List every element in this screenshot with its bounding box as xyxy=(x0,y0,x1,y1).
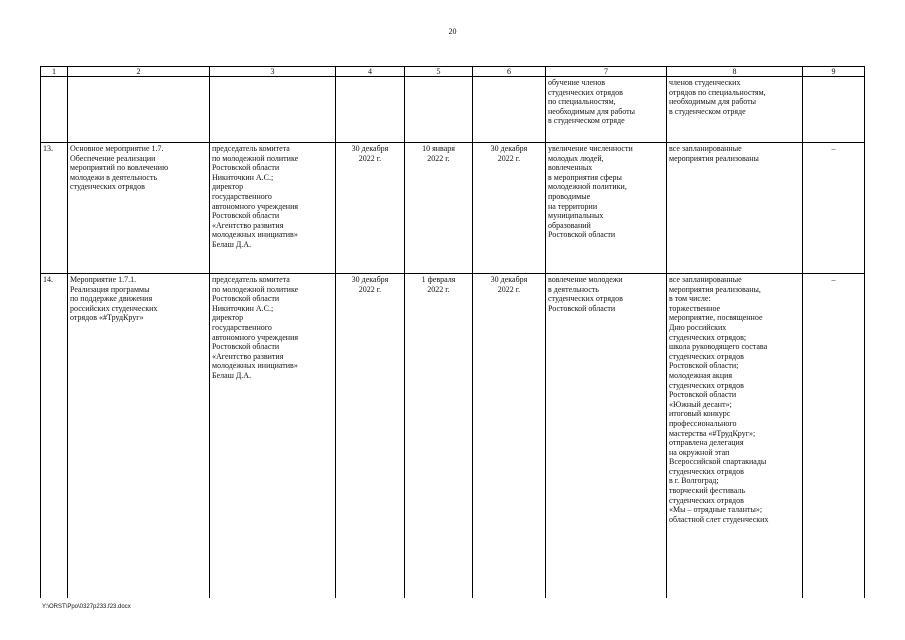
actual-result-line: областной слет студенческих xyxy=(669,514,769,524)
planned-result-line: вовлечение молодежи xyxy=(548,275,623,284)
row-number-cell xyxy=(41,77,68,143)
planned-date-line: 30 декабря xyxy=(351,275,389,284)
responsible-executor-cell xyxy=(210,274,336,598)
planned-result-line: в студенческом отряде xyxy=(548,116,625,126)
planned-result-line: по специальностям, xyxy=(548,97,616,107)
planned-date-cell xyxy=(336,77,405,143)
actual-result-line: все запланированные xyxy=(669,275,742,284)
responsible-executor-line: «Агентство развития xyxy=(212,220,284,230)
end-date-cell xyxy=(473,77,546,143)
start-date-line: 2022 г. xyxy=(427,284,450,294)
actual-result-line: студенческих отрядов; xyxy=(669,332,747,342)
responsible-executor-line: государственного xyxy=(212,322,272,332)
planned-result-line: в деятельность xyxy=(548,284,599,294)
end-date-line: 30 декабря xyxy=(490,275,528,284)
table-row xyxy=(41,77,865,143)
column-number: 6 xyxy=(473,67,546,77)
responsible-executor-line: по молодежной политике xyxy=(212,284,299,294)
notes-cell xyxy=(803,77,865,143)
responsible-executor-line: автономного учреждения xyxy=(212,201,299,211)
responsible-executor-line: Белаш Д.А. xyxy=(212,239,252,249)
column-number: 1 xyxy=(41,67,68,77)
actual-result-line: отрядов по специальностям, xyxy=(669,87,766,97)
actual-result-line: профессионального xyxy=(669,418,737,428)
actual-result-line: необходимым для работы xyxy=(669,97,757,107)
measure-name-line: Мероприятие 1.7.1. xyxy=(70,275,137,284)
measure-name-line: мероприятий по вовлечению xyxy=(70,163,169,173)
planned-result-line: увеличение численности xyxy=(548,144,633,153)
actual-result-line: школа руководящего состава xyxy=(669,342,768,352)
actual-result-cell xyxy=(667,274,803,598)
responsible-executor-line: Никиточкин А.С.; xyxy=(212,172,274,182)
responsible-executor-line: автономного учреждения xyxy=(212,332,299,342)
actual-result-line: членов студенческих xyxy=(669,78,741,87)
column-number: 2 xyxy=(68,67,210,77)
row-number-cell: 13. xyxy=(41,143,68,274)
responsible-executor-line: Ростовской области xyxy=(212,342,280,352)
actual-result-line: мероприятия реализованы, xyxy=(669,284,761,294)
actual-result-line: торжественное xyxy=(669,303,721,313)
start-date-line: 1 февраля xyxy=(421,275,456,284)
actual-result-line: студенческих отрядов xyxy=(669,466,744,476)
measure-name-line: по поддержке движения xyxy=(70,294,153,304)
end-date-cell xyxy=(473,274,546,598)
actual-result-line: Ростовской области xyxy=(669,390,737,400)
planned-date-line: 2022 г. xyxy=(358,153,382,163)
end-date-line: 2022 г. xyxy=(497,284,521,294)
file-path-footer: Y:\ORST\Ppo\0327p233.f23.docx xyxy=(42,604,131,610)
actual-result-line: на окружной этап xyxy=(669,447,730,457)
actual-result-line: в студенческом отряде xyxy=(669,106,746,116)
column-number: 5 xyxy=(405,67,473,77)
end-date-line: 30 декабря xyxy=(490,144,528,153)
planned-result-line: на территории xyxy=(548,201,598,211)
measure-name-cell xyxy=(68,274,210,598)
start-date-cell xyxy=(405,143,473,274)
end-date-line: 2022 г. xyxy=(497,153,521,163)
planned-result-line: вовлеченных xyxy=(548,163,593,173)
actual-result-line: отправлена делегация xyxy=(669,438,744,448)
start-date-cell xyxy=(405,274,473,598)
planned-result-line: молодых людей, xyxy=(548,153,604,163)
responsible-executor-line: государственного xyxy=(212,191,272,201)
responsible-executor-line: Ростовской области xyxy=(212,211,280,221)
planned-result-line: Ростовской области xyxy=(548,230,616,240)
start-date-line: 2022 г. xyxy=(427,153,450,163)
actual-result-line: Ростовской области; xyxy=(669,361,739,371)
actual-result-line: в том числе: xyxy=(669,294,711,304)
actual-result-line: в г. Волгоград; xyxy=(669,476,719,486)
planned-result-line: необходимым для работы xyxy=(548,106,636,116)
responsible-executor-line: молодежных инициатив» xyxy=(212,230,298,240)
row-number-cell: 14. xyxy=(41,274,68,598)
measure-name-line: российских студенческих xyxy=(70,303,158,313)
planned-date-cell xyxy=(336,274,405,598)
planned-result-cell xyxy=(546,143,667,274)
actual-result-line: молодежная акция xyxy=(669,370,733,380)
responsible-executor-line: директор xyxy=(212,313,244,323)
measure-name-line: студенческих отрядов xyxy=(70,182,145,192)
planned-date-line: 30 декабря xyxy=(351,144,389,153)
responsible-executor-line: председатель комитета xyxy=(212,144,290,153)
column-number: 4 xyxy=(336,67,405,77)
measure-name-line: Реализация программы xyxy=(70,284,150,294)
planned-result-line: проводимые xyxy=(548,191,591,201)
planned-result-cell xyxy=(546,77,667,143)
table-body xyxy=(41,67,865,598)
measure-name-line: Обеспечение реализации xyxy=(70,153,156,163)
report-table xyxy=(40,66,865,598)
notes-cell: – xyxy=(803,143,865,274)
column-number: 7 xyxy=(546,67,667,77)
measure-name-cell xyxy=(68,77,210,143)
notes-cell: – xyxy=(803,274,865,598)
planned-result-line: обучение членов xyxy=(548,78,606,87)
planned-result-line: образований xyxy=(548,220,591,230)
responsible-executor-line: председатель комитета xyxy=(212,275,290,284)
planned-result-line: муниципальных xyxy=(548,211,604,221)
actual-result-line: мастерства «#ТрудКруг»; xyxy=(669,428,756,438)
responsible-executor-line: Ростовской области xyxy=(212,163,280,173)
actual-result-line: «Южный десант»; xyxy=(669,399,732,409)
planned-date-line: 2022 г. xyxy=(358,284,382,294)
planned-result-line: студенческих отрядов xyxy=(548,87,623,97)
actual-result-line: Всероссийской спартакиады xyxy=(669,457,767,467)
table-row xyxy=(41,143,865,274)
responsible-executor-line: Ростовской области xyxy=(212,294,280,304)
planned-date-cell xyxy=(336,143,405,274)
measure-name-cell xyxy=(68,143,210,274)
actual-result-line: творческий фестиваль xyxy=(669,486,745,496)
column-number-row xyxy=(41,67,865,77)
actual-result-line: мероприятия реализованы xyxy=(669,153,759,163)
column-number: 3 xyxy=(210,67,336,77)
page-number: 20 xyxy=(448,27,457,36)
actual-result-line: студенческих отрядов xyxy=(669,380,744,390)
column-number: 8 xyxy=(667,67,803,77)
actual-result-line: студенческих отрядов xyxy=(669,351,744,361)
responsible-executor-line: молодежных инициатив» xyxy=(212,361,298,371)
responsible-executor-cell xyxy=(210,143,336,274)
column-number: 9 xyxy=(803,67,865,77)
planned-result-line: студенческих отрядов xyxy=(548,294,623,304)
planned-result-line: в мероприятия сферы xyxy=(548,172,622,182)
actual-result-cell xyxy=(667,143,803,274)
table-row xyxy=(41,274,865,598)
responsible-executor-line: по молодежной политике xyxy=(212,153,299,163)
actual-result-line: «Мы – отрядные таланты»; xyxy=(669,505,763,515)
measure-name-line: молодежи в деятельность xyxy=(70,172,158,182)
actual-result-line: итоговый конкурс xyxy=(669,409,731,419)
actual-result-cell xyxy=(667,77,803,143)
planned-result-line: Ростовской области xyxy=(548,303,616,313)
actual-result-line: мероприятие, посвященное xyxy=(669,313,763,323)
responsible-executor-line: Белаш Д.А. xyxy=(212,370,252,380)
planned-result-line: молодежной политики, xyxy=(548,182,627,192)
end-date-cell xyxy=(473,143,546,274)
responsible-executor-line: директор xyxy=(212,182,244,192)
responsible-executor-line: «Агентство развития xyxy=(212,351,284,361)
responsible-executor-cell xyxy=(210,77,336,143)
measure-name-line: Основное мероприятие 1.7. xyxy=(70,144,164,153)
actual-result-line: Дню российских xyxy=(669,322,727,332)
responsible-executor-line: Никиточкин А.С.; xyxy=(212,303,274,313)
start-date-cell xyxy=(405,77,473,143)
actual-result-line: все запланированные xyxy=(669,144,742,153)
actual-result-line: студенческих отрядов xyxy=(669,495,744,505)
measure-name-line: отрядов «#ТрудКруг» xyxy=(70,313,144,323)
planned-result-cell xyxy=(546,274,667,598)
start-date-line: 10 января xyxy=(422,144,455,153)
